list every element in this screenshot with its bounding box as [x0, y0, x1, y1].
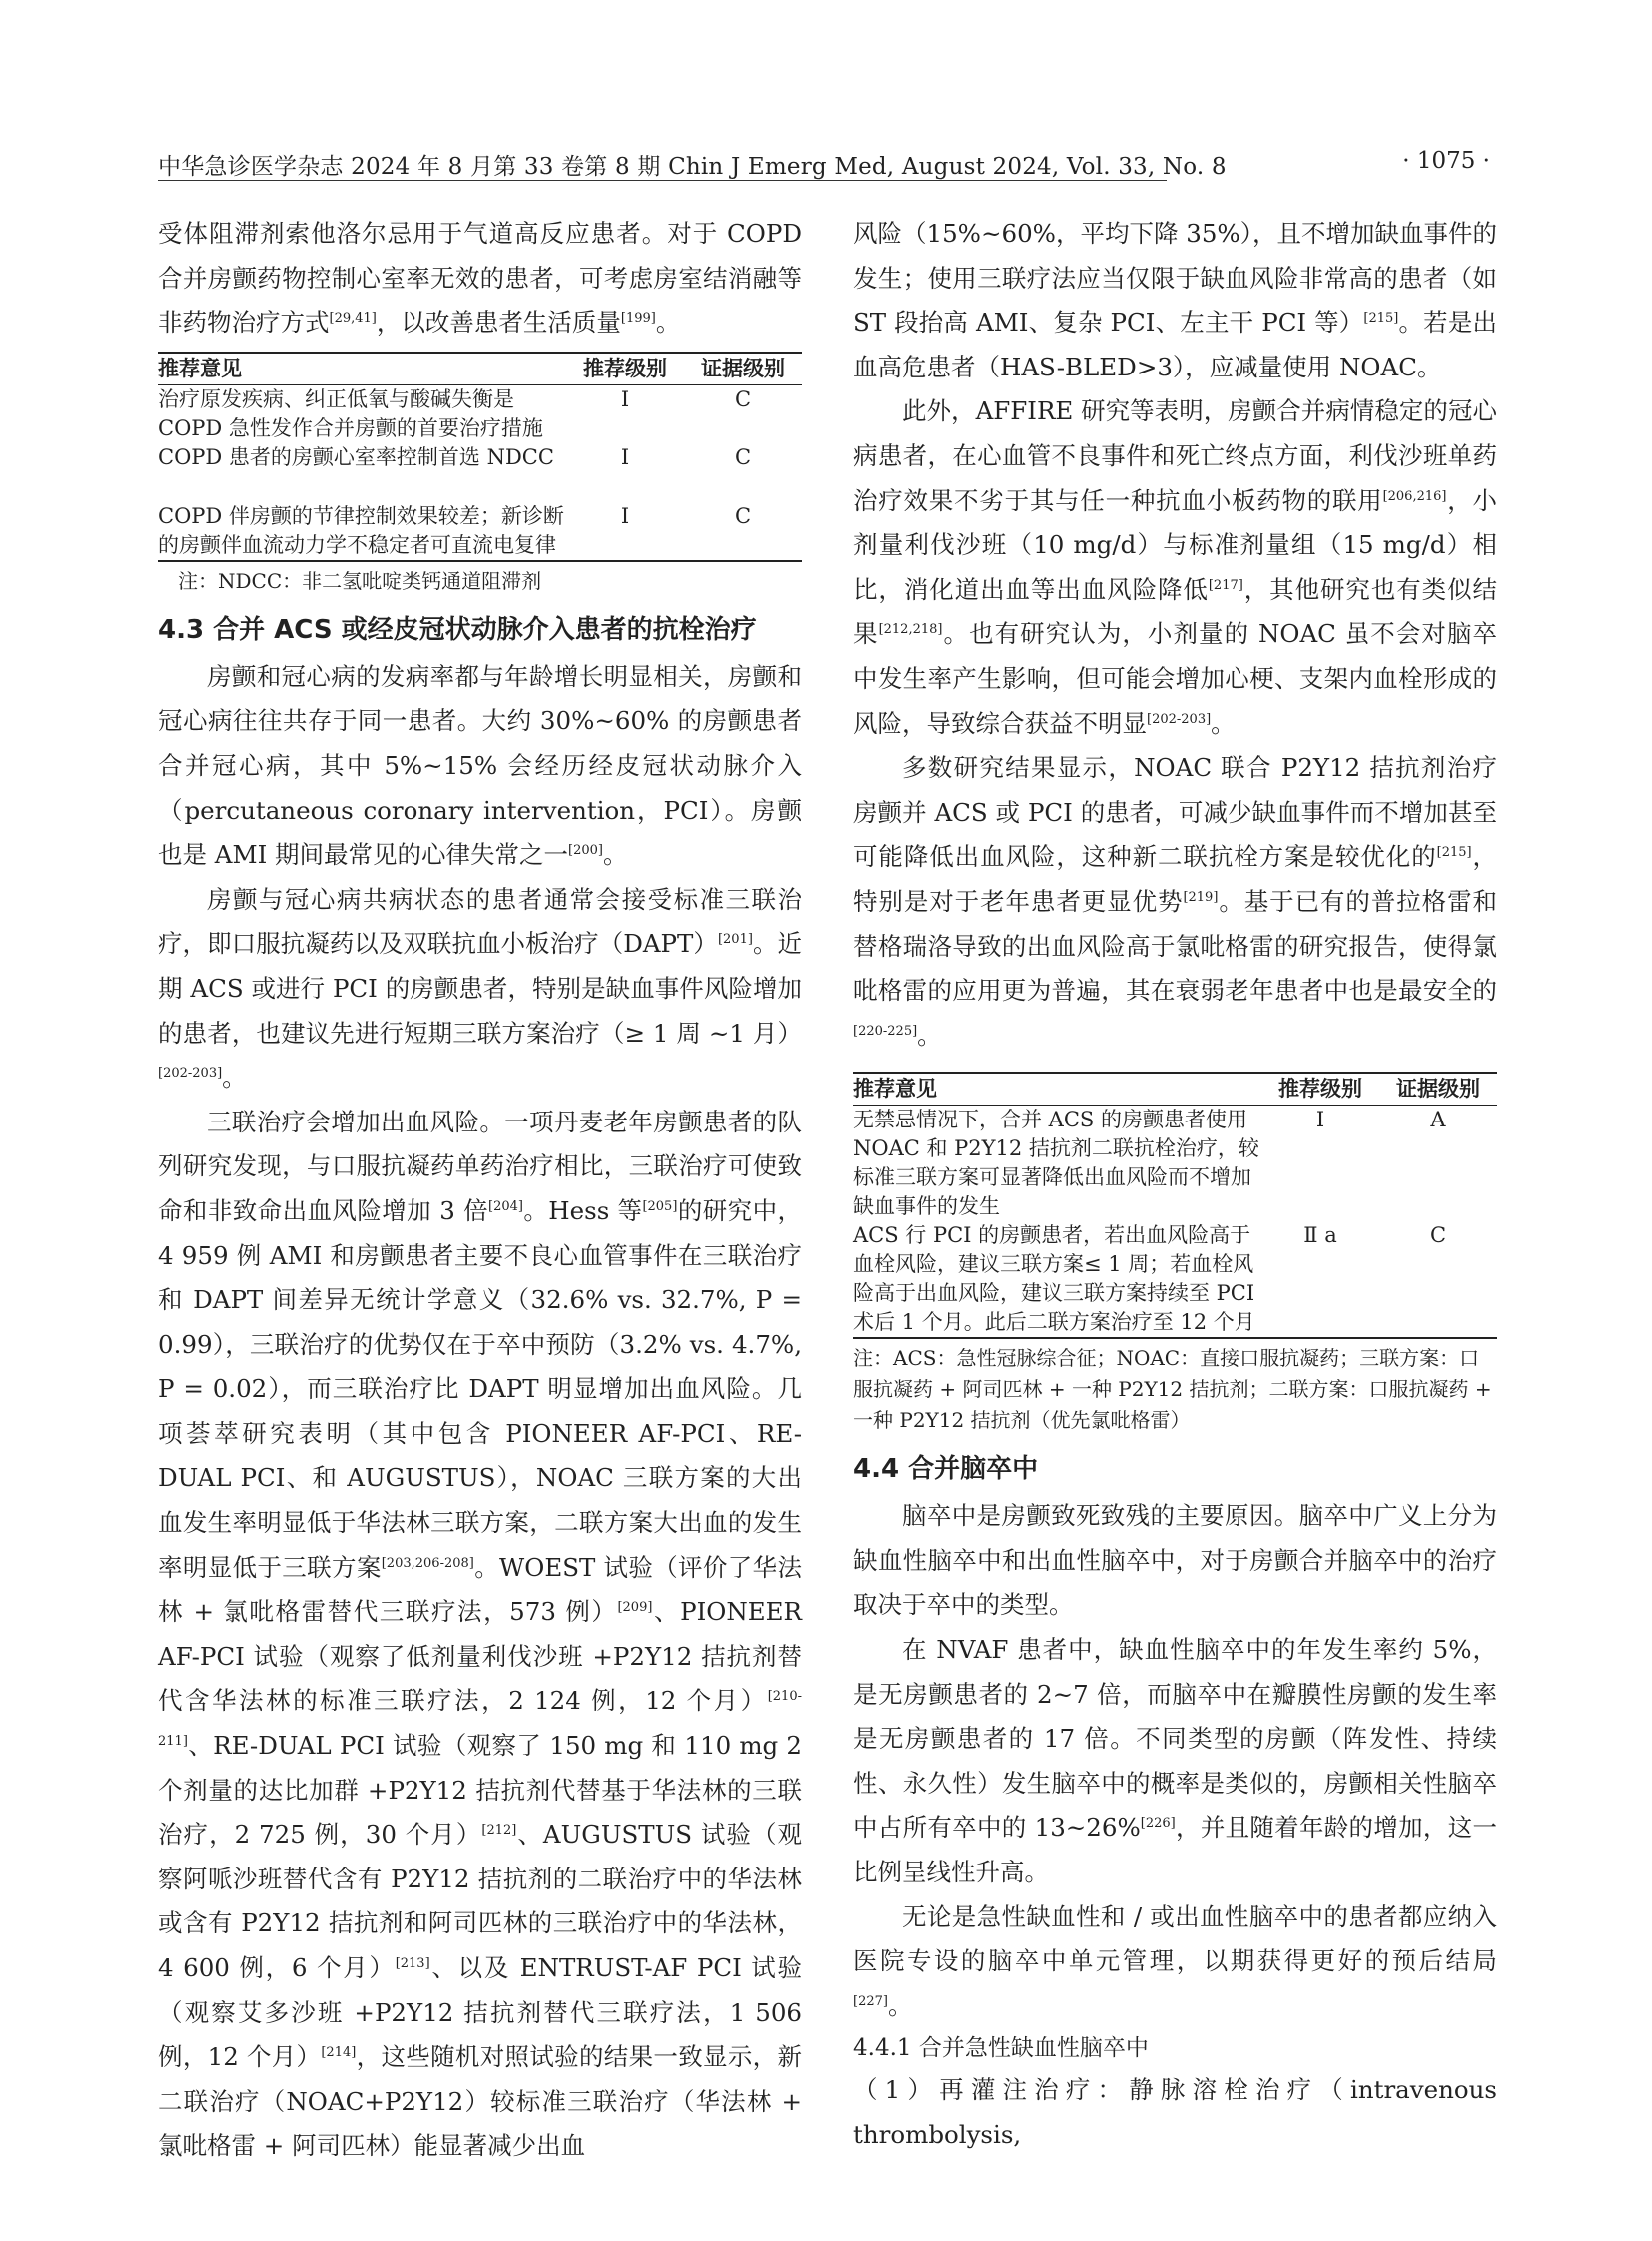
table-header: 推荐级别 [566, 353, 684, 385]
table-row: COPD 患者的房颤心室率控制首选 NDCC Ⅰ C [158, 444, 752, 469]
paragraph: 三联治疗会增加出血风险。一项丹麦老年房颤患者的队列研究发现，与口服抗凝药单药治疗相比，三联治疗可使致命和非致命出血风险增加 3 倍[204]。Hess 等[205]的研究中，4 959 例 AMI 和房颤患者主要不良心血管事件在三联治疗和 DAPT 间差异无统计学意义（32.6% vs. 32.7%, P = 0.99），三联治疗的优势仅在于卒中预防（3.2% vs. 4.7%, P = 0.02），而三联治疗比 DAPT 明显增加出血风险。几项荟萃研究表明（其中包含 PIONEER AF-PCI、RE-DUAL PCI、和 AUGUSTUS），NOAC 三联方案的大出血发生率明显低于华法林三联方案，二联方案大出血的发生率明显低于三联方案[203,206-208]。WOEST 试验（评价了华法林 + 氯吡格雷替代三联疗法，573 例）[209]、PIONEER AF-PCI 试验（观察了低剂量利伐沙班 +P2Y12 拮抗剂替代含华法林的标准三联疗法，2 124 例，12 个月）[210-211]、RE-DUAL PCI 试验（观察了 150 mg 和 110 mg 2 个剂量的达比加群 +P2Y12 拮抗剂代替基于华法林的三联治疗，2 725 例，30 个月）[212]、AUGUSTUS 试验（观察阿哌沙班替代含有 P2Y12 拮抗剂的二联治疗中的华法林或含有 P2Y12 拮抗剂和阿司匹林的三联治疗中的华法林，4 600 例，6 个月）[213]、以及 ENTRUST-AF PCI 试验（观察艾多沙班 +P2Y12 拮抗剂替代三联疗法，1 506 例，12 个月）[214]，这些随机对照试验的结果一致显示，新二联治疗（NOAC+P2Y12）较标准三联治疗（华法林 + 氯吡格雷 + 阿司匹林）能显著减少出血 [158, 1107, 803, 2161]
paragraph: （1）再灌注治疗：静脉溶栓治疗（intravenous thrombolysis, [853, 2075, 1497, 2149]
table-row: COPD 伴房颤的节律控制效果较差；新诊断的房颤伴血流动力学不稳定者可直流电复律 Ⅰ C [158, 502, 802, 561]
table-header: 证据级别 [684, 353, 802, 385]
table-note: 注：ACS：急性冠脉综合征；NOAC：直接口服抗凝药；三联方案：口服抗凝药 + 阿司匹林 + 一种 P2Y12 拮抗剂；二联方案：口服抗凝药 + 一种 P2Y12 拮抗剂（优先氯吡格雷） [853, 1346, 1492, 1433]
left-column [158, 212, 802, 2169]
section-heading: 4.4 合并脑卒中 [853, 1454, 1039, 1485]
paragraph: 脑卒中是房颤致死致残的主要原因。脑卒中广义上分为缺血性脑卒中和出血性脑卒中，对于房颤合并脑卒中的治疗取决于卒中的类型。 [853, 1501, 1497, 1620]
right-column [853, 212, 1497, 2158]
table-header: 推荐级别 [1261, 1073, 1379, 1106]
recommendation-table [853, 1072, 1497, 1339]
paragraph: 房颤和冠心病的发病率都与年龄增长明显相关，房颤和冠心病往往共存于同一患者。大约 30%~60% 的房颤患者合并冠心病，其中 5%~15% 会经历经皮冠状动脉介入（percutaneous coronary intervention，PCI）。房颤也是 AMI 期间最常见的心律失常之一[200]。 [158, 661, 802, 870]
paragraph: 房颤与冠心病共病状态的患者通常会接受标准三联治疗，即口服抗凝药以及双联抗血小板治疗（DAPT）[201]。近期 ACS 或进行 PCI 的房颤患者，特别是缺血事件风险增加的患者，也建议先进行短期三联方案治疗（≥ 1 周 ~1 月）[202-203]。 [158, 884, 802, 1093]
running-header: 中华急诊医学杂志 2024 年 8 月第 33 卷第 8 期 Chin J Emerg Med, August 2024, Vol. 33, No. 8 [158, 154, 1227, 180]
paragraph: 此外，AFFIRE 研究等表明，房颤合并病情稳定的冠心病患者，在心血管不良事件和死亡终点方面，利伐沙班单药治疗效果不劣于其与任一种抗血小板药物的联用[206,216]，小剂量利伐沙班（10 mg/d）与标准剂量组（15 mg/d）相比，消化道出血等出血风险降低[217]，其他研究也有类似结果[212,218]。也有研究认为，小剂量的 NOAC 虽不会对脑卒中发生率产生影响，但可能会增加心梗、支架内血栓形成的风险，导致综合获益不明显[202-203]。 [853, 396, 1498, 738]
recommendation-table [158, 352, 802, 562]
paragraph: 风险（15%~60%，平均下降 35%），且不增加缺血事件的发生；使用三联疗法应当仅限于缺血风险非常高的患者（如 ST 段抬高 AMI、复杂 PCI、左主干 PCI 等）[215]。若是出血高危患者（HAS-BLED>3），应减量使用 NOAC。 [853, 219, 1498, 381]
table-row: ACS 行 PCI 的房颤患者，若出血风险高于血栓风险，建议三联方案≤ 1 周；若血栓风险高于出血风险，建议三联方案持续至 PCI 术后 1 个月。此后二联方案治疗至 12 个月 Ⅱ a C [853, 1221, 1497, 1338]
header-rule [158, 180, 1167, 181]
table-header: 推荐意见 [853, 1073, 1261, 1106]
paragraph: 多数研究结果显示，NOAC 联合 P2Y12 拮抗剂治疗房颤并 ACS 或 PCI 的患者，可减少缺血事件而不增加甚至可能降低出血风险，这种新二联抗栓方案是较优化的[215]，特别是对于老年患者更显优势[219]。基于已有的普拉格雷和替格瑞洛导致的出血风险高于氯吡格雷的研究报告，使得氯吡格雷的应用更为普遍，其在衰弱老年患者中也是最安全的[220-225]。 [853, 753, 1498, 1050]
table-row: 治疗原发疾病、纠正低氧与酸碱失衡是 COPD 急性发作合并房颤的首要治疗措施 Ⅰ C [158, 386, 752, 440]
subsection-heading: 4.4.1 合并急性缺血性脑卒中 [853, 2035, 1149, 2062]
page-number: · 1075 · [1402, 148, 1490, 174]
section-heading: 4.3 合并 ACS 或经皮冠状动脉介入患者的抗栓治疗 [158, 614, 757, 645]
paragraph: 受体阻滞剂索他洛尔忌用于气道高反应患者。对于 COPD 合并房颤药物控制心室率无效的患者，可考虑房室结消融等非药物治疗方式[29,41]，以改善患者生活质量[199]。 [158, 219, 802, 338]
table-header: 推荐意见 [158, 353, 566, 385]
table-row: 无禁忌情况下，合并 ACS 的房颤患者使用 NOAC 和 P2Y12 拮抗剂二联抗栓治疗，较标准三联方案可显著降低出血风险而不增加缺血事件的发生 Ⅰ A [853, 1108, 1446, 1219]
paragraph: 无论是急性缺血性和 / 或出血性脑卒中的患者都应纳入医院专设的脑卒中单元管理，以期获得更好的预后结局[227]。 [853, 1901, 1497, 2020]
table-note: 注：NDCC：非二氢吡啶类钙通道阻滞剂 [178, 568, 542, 593]
table-header: 证据级别 [1379, 1073, 1497, 1106]
paragraph: 在 NVAF 患者中，缺血性脑卒中的年发生率约 5%，是无房颤患者的 2~7 倍，而脑卒中在瓣膜性房颤的发生率是无房颤患者的 17 倍。不同类型的房颤（阵发性、持续性、永久性）发生脑卒中的概率是类似的，房颤相关性脑卒中占所有卒中的 13~26%[226]，并且随着年龄的增加，这一比例呈线性升高。 [853, 1635, 1497, 1887]
